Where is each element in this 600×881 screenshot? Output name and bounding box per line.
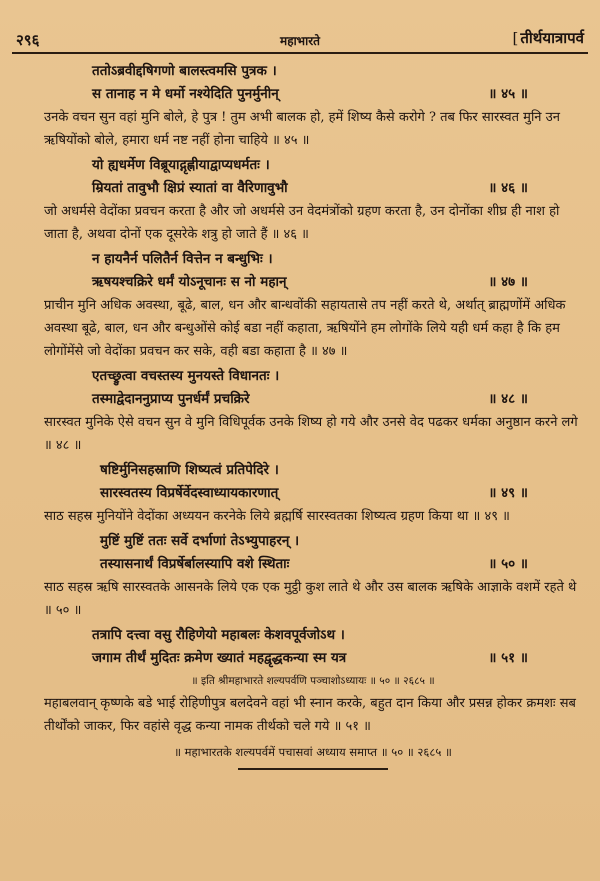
section-title-text: तीर्थयात्रापर्व <box>520 29 584 47</box>
page-number: २९६ <box>16 31 40 49</box>
verse-text: षष्टिर्मुनिसहस्राणि शिष्यत्वं प्रतिपेदिरे । <box>100 462 279 478</box>
verse-text: सारस्वतस्य विप्रर्षेर्वेदस्वाध्यायकारणात् <box>100 485 279 501</box>
verse-number: ॥ ५० ॥ <box>488 556 528 572</box>
verse-line <box>44 248 582 271</box>
verse-line <box>44 365 582 388</box>
verse-line <box>44 60 582 83</box>
verse-text: म्रियतां तावुभौ क्षिप्रं स्यातां वा वैरिणावुभौ <box>92 180 288 196</box>
verse-line <box>44 553 582 576</box>
page-header <box>12 24 588 52</box>
verse-text: स तानाह न मे धर्मो नश्येदिति पुनर्मुनीन् <box>92 86 279 102</box>
verse-line <box>44 271 582 294</box>
section-title: [ तीर्थयात्रापर्व <box>512 29 584 47</box>
verse-line <box>44 530 582 553</box>
translation-paragraph: प्राचीन मुनि अधिक अवस्था, बूढे, बाल, धन और बान्धवोंकी सहायतासे तप नहीं करते थे, अर्थात् ब्राह्मणोंमें अधिक अवस्था बूढे, बाल, धन और बन्धुओंसे कोई बडा नहीं कहाता, ऋषियोंने हम लोगोंके लिये यही धर्म कहा है कि हम लोगोंमेंसे जो वेदोंका प्रवचन कर सके, वही बडा कहाता है ॥ ४७ ॥ <box>44 298 566 359</box>
verse-line <box>44 624 582 647</box>
verse-text: तस्माद्वेदाननुप्राप्य पुनर्धर्मं प्रचक्रिरे <box>92 391 250 407</box>
verse-text: तत्रापि दत्त्वा वसु रौहिणेयो महाबलः केशवपूर्वजोऽथ । <box>92 627 345 643</box>
translation-paragraph: जो अधर्मसे वेदोंका प्रवचन करता है और जो अधर्मसे उन वेदमंत्रोंको ग्रहण करता है, उन दोनोंका शीघ्र ही नाश हो जाता है, अथवा दोनों एक दूसरेके शत्रु हो जाते हैं ॥ ४६ ॥ <box>44 204 560 242</box>
verse-number: ॥ ४६ ॥ <box>488 180 528 196</box>
translation-paragraph: साठ सहस्र ऋषि सारस्वतके आसनके लिये एक एक मुट्ठी कुश लाते थे और उस बालक ऋषिके आज्ञाके वशमें रहते थे ॥ ५० ॥ <box>44 580 577 618</box>
book-title: महाभारते <box>280 34 320 48</box>
verse-text: यो ह्यधर्मेण विब्रूयाद्गृह्णीयाद्वाप्यधर्मतः । <box>92 157 270 173</box>
verse-line <box>44 482 582 505</box>
verse-line <box>44 177 582 200</box>
translation-paragraph: महाबलवान् कृष्णके बडे भाई रोहिणीपुत्र बलदेवने वहां भी स्नान करके, बहुत दान किया और प्रसन्न होकर क्रमशः सब तीर्थोंको जाकर, फिर वहांसे वृद्ध कन्या नामक तीर्थको चले गये ॥ ५१ ॥ <box>44 696 576 734</box>
verse-line <box>44 388 582 411</box>
sanskrit-colophon: ॥ इति श्रीमहाभारते शल्यपर्वणि पञ्चाशोऽध्यायः ॥ ५० ॥ २६८५ ॥ <box>191 675 435 687</box>
verse-line <box>44 459 582 482</box>
verse-line <box>44 647 582 670</box>
verse-number: ॥ ५१ ॥ <box>488 650 528 666</box>
verse-text: मुष्टिं मुष्टिं ततः सर्वे दर्भाणां तेऽभ्युपाहरन् । <box>100 533 300 549</box>
bottom-rule <box>238 768 388 770</box>
translation-paragraph: साठ सहस्र मुनियोंने वेदोंका अध्ययन करनेके लिये ब्रह्मर्षि सारस्वतका शिष्यत्व ग्रहण किया था ॥ ४९ ॥ <box>44 509 510 524</box>
chapter-closing: ॥ महाभारतके शल्यपर्वमें पचासवां अध्याय समाप्त ॥ ५० ॥ २६८५ ॥ <box>174 745 452 759</box>
translation-paragraph: सारस्वत मुनिके ऐसे वचन सुन वे मुनि विधिपूर्वक उनके शिष्य हो गये और उनसे वेद पढकर धर्मका अनुष्ठान करने लगे ॥ ४८ ॥ <box>44 415 578 453</box>
verse-number: ॥ ४५ ॥ <box>488 86 528 102</box>
header-rule <box>12 52 588 54</box>
verse-text: एतच्छ्रुत्वा वचस्तस्य मुनयस्ते विधानतः । <box>92 368 280 384</box>
verse-text: तस्यासनार्थं विप्रर्षेर्बालस्यापि वशे स्थिताः <box>100 556 290 572</box>
translation-paragraph: उनके वचन सुन वहां मुनि बोले, हे पुत्र ! तुम अभी बालक हो, हमें शिष्य कैसे करोगे ? तब फिर सारस्वत मुनि उन ऋषियोंको बोले, हमारा धर्म नष्ट नहीं होना चाहिये ॥ ४५ ॥ <box>44 110 560 148</box>
verse-text: ऋषयश्चक्रिरे धर्मं योऽनूचानः स नो महान् <box>92 274 287 290</box>
verse-number: ॥ ४७ ॥ <box>488 274 528 290</box>
verse-text: ततोऽब्रवीद्दषिगणो बालस्त्वमसि पुत्रक । <box>92 63 277 79</box>
verse-number: ॥ ४९ ॥ <box>488 485 528 501</box>
verse-number: ॥ ४८ ॥ <box>488 391 528 407</box>
verse-text: जगाम तीर्थं मुदितः क्रमेण ख्यातं महद्वृद्धकन्या स्म यत्र <box>92 650 347 666</box>
verse-text: न हायनैर्न पलितैर्न वित्तेन न बन्धुभिः । <box>92 251 273 267</box>
page-body <box>44 60 582 770</box>
verse-line <box>44 83 582 106</box>
verse-line <box>44 154 582 177</box>
